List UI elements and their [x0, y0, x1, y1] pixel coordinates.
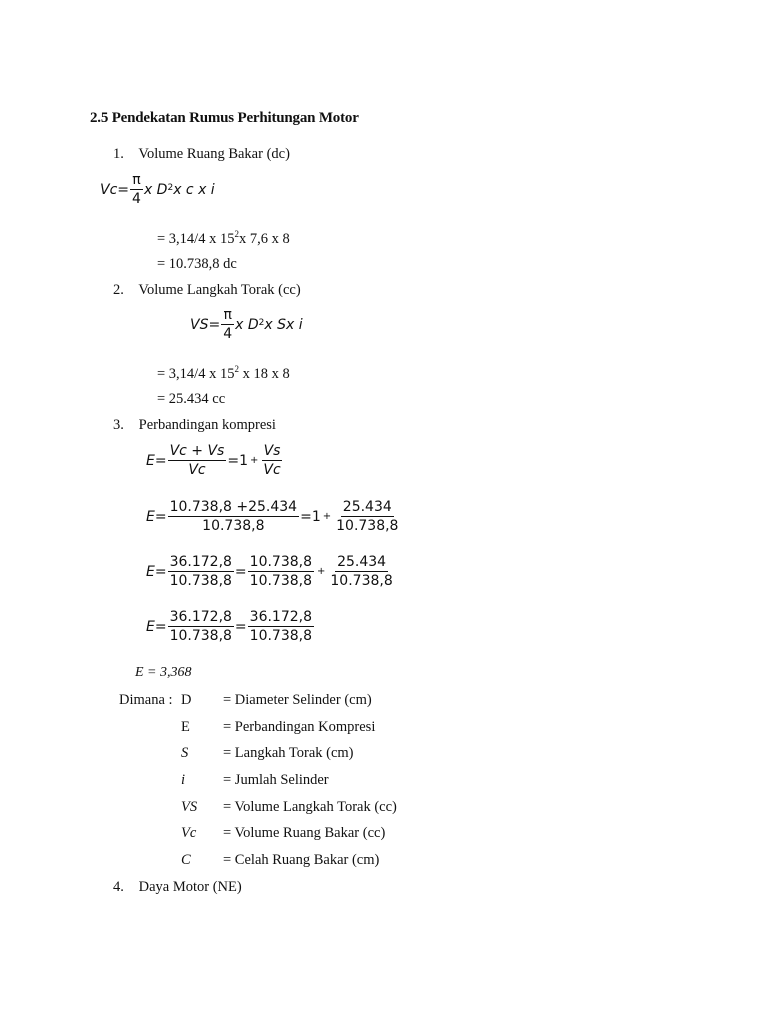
formula-term: x Sx i — [264, 316, 303, 333]
formula-exponent: 2 — [258, 317, 265, 328]
fraction: $\frac{10.738,8}{10.738,8}$ — [249, 554, 312, 589]
list-number: 2. — [113, 282, 124, 298]
formula-eq: = — [208, 316, 221, 333]
formula-vc — [100, 172, 215, 207]
formula-vs — [190, 307, 303, 342]
legend-row-i: i = Jumlah Selinder — [181, 772, 329, 788]
list-item-volume-ruang-bakar — [113, 146, 290, 163]
fraction-pi-over-4: $\frac{\pi}{4}$ — [132, 172, 141, 207]
calc-step: = 3,14/4 x $15^2$ x 18 x 8 — [157, 364, 290, 382]
list-item-title: Volume Langkah Torak (cc) — [138, 282, 301, 298]
formula-eq: = — [117, 181, 130, 198]
fraction: $\frac{36.172,8}{10.738,8}$ — [169, 554, 232, 589]
fraction: $\frac{36.172,8}{10.738,8}$ — [249, 609, 312, 644]
legend-row-vs: VS = Volume Langkah Torak (cc) — [181, 799, 397, 815]
fraction: $\frac{25.434}{10.738,8}$ — [336, 499, 399, 534]
calc-step: = 3,14/4 x $15^2x$ 7,6 x 8 — [157, 229, 290, 247]
formula-term: x c x i — [173, 181, 215, 198]
formula-e-general: E= $\frac{Vc + Vs}{Vc}$ =1 + $\frac{Vs}{Vc}$ — [146, 443, 281, 478]
legend-row-s: S = Langkah Torak (cm) — [181, 745, 354, 761]
formula-lhs: VS — [190, 316, 209, 333]
list-item-title: Perbandingan kompresi — [138, 417, 276, 433]
formula-term: x D — [235, 316, 259, 333]
legend-label: Dimana : — [119, 692, 173, 708]
fraction: $\frac{10.738,8 +25.434}{10.738,8}$ — [169, 499, 298, 534]
section-heading: 2.5 Pendekatan Rumus Perhitungan Motor — [90, 110, 359, 126]
list-item-perbandingan-kompresi — [113, 417, 276, 434]
legend-row-d: D = Diameter Selinder (cm) — [181, 692, 372, 708]
legend-row-c: C = Celah Ruang Bakar (cm) — [181, 852, 380, 868]
formula-e-step: E= $\frac{36.172,8}{10.738,8}$ = $\frac{10.738,8}{10.738,8}$ + $\frac{25.434}{10.738,8}$ — [146, 554, 393, 589]
list-item-volume-langkah-torak — [113, 282, 301, 299]
list-item-title: Volume Ruang Bakar (dc) — [138, 146, 290, 162]
formula-exponent: 2 — [167, 182, 174, 193]
legend-row-vc: Vc = Volume Ruang Bakar (cc) — [181, 825, 386, 841]
fraction-pi-over-4: $\frac{\pi}{4}$ — [223, 307, 233, 342]
list-item-title: Daya Motor (NE) — [138, 879, 242, 895]
legend-row-e: E = Perbandingan Kompresi — [181, 719, 376, 735]
formula-e-substituted: E= $\frac{10.738,8 +25.434}{10.738,8}$ =1 + $\frac{25.434}{10.738,8}$ — [146, 499, 399, 534]
list-item-daya-motor — [113, 879, 242, 896]
formula-lhs: Vc — [100, 181, 118, 198]
calc-result: = 25.434 cc — [157, 391, 226, 407]
formula-e-simplified: E= $\frac{36.172,8}{10.738,8}$ = $\frac{36.172,8}{10.738,8}$ — [146, 609, 312, 644]
calc-result: = 10.738,8 dc — [157, 256, 237, 272]
fraction: $\frac{Vc + Vs}{Vc}$ — [169, 443, 225, 478]
fraction: $\frac{Vs}{Vc}$ — [263, 443, 281, 478]
list-number: 4. — [113, 879, 124, 895]
list-number: 3. — [113, 417, 124, 433]
list-number: 1. — [113, 146, 124, 162]
fraction: $\frac{36.172,8}{10.738,8}$ — [169, 609, 232, 644]
fraction: $\frac{25.434}{10.738,8}$ — [330, 554, 393, 589]
formula-term: x D — [143, 181, 168, 198]
compression-ratio-result: E = 3,368 — [135, 665, 192, 680]
